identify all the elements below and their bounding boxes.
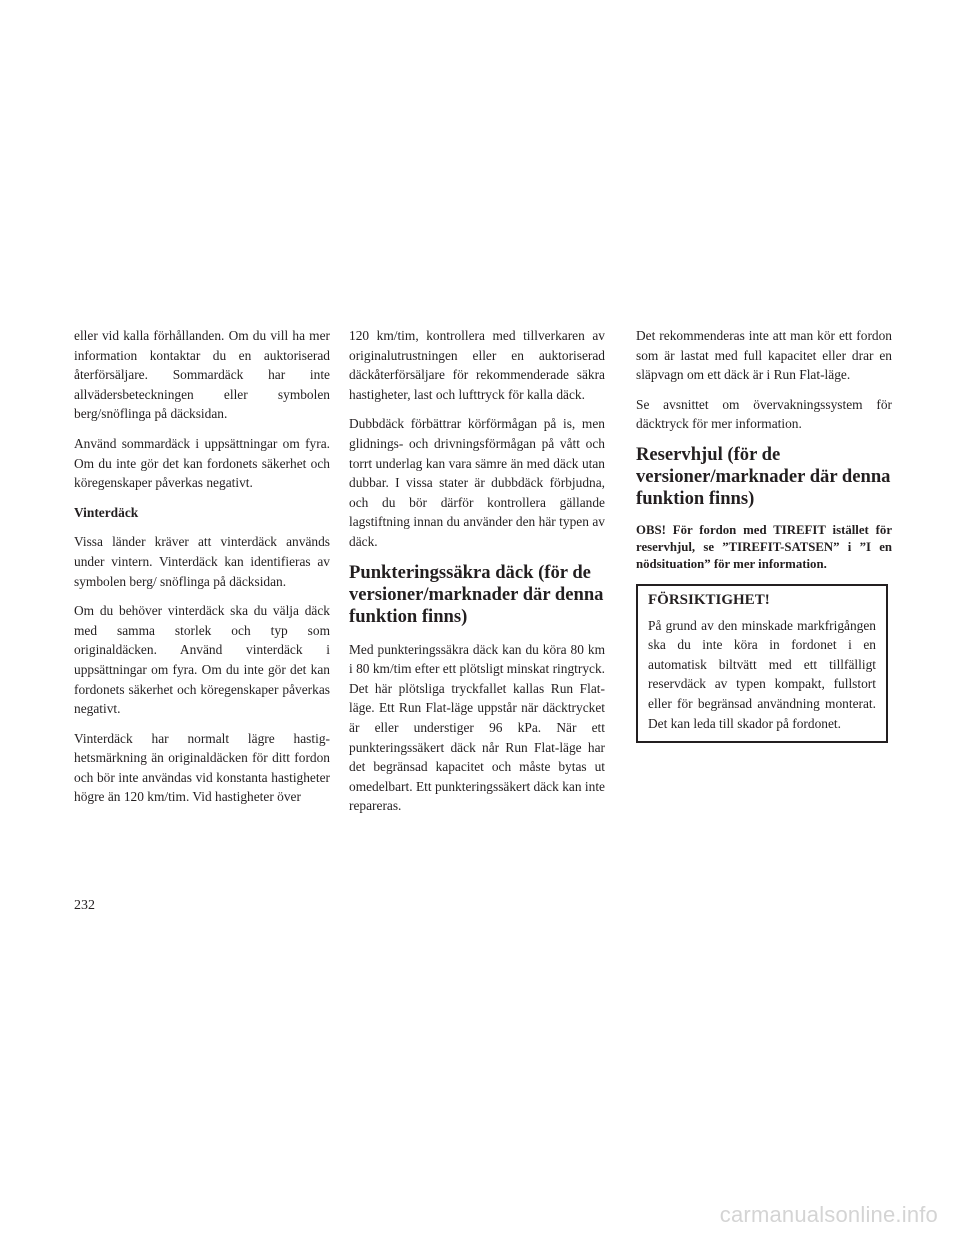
section-heading-spare-wheel: Reservhjul (för de versioner/marknader där denna funktion finns) [636, 443, 891, 509]
page-number: 232 [74, 898, 95, 913]
text-column-left [74, 326, 330, 817]
paragraph: Om du behöver vinterdäck ska du välja däck med samma storlek och typ som originaldäcken. Använd vinterdäck i uppsättningar om fyra. Om du inte gör det kan fordonets säkerhet och köregenskaper påverkas negativt. [74, 603, 330, 717]
paragraph: Vissa länder kräver att vinterdäck används under vintern. Vinterdäck kan identifieras av symbolen berg/ snöflinga på däcksidan. [74, 534, 330, 589]
paragraph: Med punkteringssäkra däck kan du köra 80 km i 80 km/tim efter ett plötsligt minskat ringtryck. Det här plötsliga tryckfallet kallas Run Flatläge. Ett Run Flat-läge uppstår när däcktrycket är eller understiger 96 kPa. När ett punkteringssäkert däck når Run Flat-läge har det begränsad kapacitet och måste bytas ut omedelbart. Ett punkteringssäkert däck kan inte repareras. [349, 641, 605, 814]
caution-title: FÖRSIKTIGHET! [648, 591, 770, 608]
section-heading-run-flat: Punkteringssäkra däck (för de versioner/marknader där denna funktion finns) [349, 561, 604, 627]
caution-text: På grund av den minskade markfrigången ska du inte köra in fordonet i en automatisk biltvätt med ett tillfälligt reservdäck av typen kompakt, fullstort eller för begränsad användning monterat. Det kan leda till skador på fordonet. [648, 617, 876, 731]
subheading-winter-tires: Vinterdäck [74, 504, 139, 520]
paragraph: Det rekommenderas inte att man kör ett fordon som är lastat med full kapacitet eller drar en släpvagn om ett däck är i Run Flat-läge. [636, 328, 892, 383]
paragraph: Se avsnittet om övervakningssystem för däcktryck för mer information. [636, 396, 892, 432]
paragraph: Använd sommardäck i uppsättningar om fyra. Om du inte gör det kan fordonets säkerhet och köregenskaper påverkas negativt. [74, 435, 330, 491]
caution-box [636, 584, 888, 744]
paragraph: Vinterdäck har normalt lägre hastighetsmärkning än originaldäcken för ditt fordon och bör inte användas vid konstanta hastigheter högre än 120 km/tim. Vid hastigheter över [74, 730, 330, 805]
note-obs: OBS! För fordon med TIREFIT istället för reservhjul, se ”TIREFIT-SATSEN” i ”I en nödsituation” för mer information. [636, 522, 892, 572]
watermark: carmanualsonline.info [719, 1202, 938, 1227]
text-column-right [636, 326, 892, 743]
paragraph: 120 km/tim, kontrollera med tillverkaren av originalutrustningen eller en auktoriserad däckåterförsäljare för rekommenderade säkra hastigheter, last och lufttryck för kalla däck. [349, 328, 605, 402]
paragraph: eller vid kalla förhållanden. Om du vill ha mer information kontaktar du en auktoriserad återförsäljare. Sommardäck har inte allvädersbeteckningen eller symbolen berg/snöflinga på däcksidan. [74, 328, 330, 422]
text-column-middle [349, 326, 605, 826]
paragraph: Dubbdäck förbättrar körförmågan på is, men glidnings- och drivningsförmågan på vått och torrt underlag kan vara sämre än med däck utan dubbar. I vissa stater är dubbdäck förbjudna, och du bör därför kontrollera gällande lagstiftning innan du använder den här typen av däck. [349, 416, 605, 549]
